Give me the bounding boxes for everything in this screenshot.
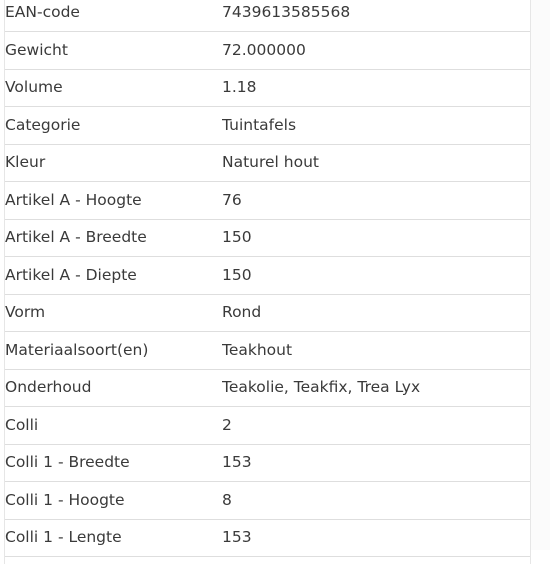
spec-label: Colli 1 - Lengte bbox=[5, 528, 122, 546]
spec-value: 1.18 bbox=[222, 78, 257, 96]
page-margin bbox=[531, 0, 550, 550]
spec-value: 72.000000 bbox=[222, 40, 306, 59]
table-row bbox=[5, 369, 530, 407]
spec-label: Colli 1 - Breedte bbox=[5, 453, 130, 471]
spec-value: 8 bbox=[222, 490, 232, 509]
spec-value: Naturel hout bbox=[222, 153, 320, 171]
table-row bbox=[5, 69, 530, 107]
spec-label: Materiaalsoort(en) bbox=[5, 340, 149, 359]
table-row bbox=[5, 32, 530, 70]
spec-label: Vorm bbox=[5, 303, 46, 321]
spec-label: EAN-code bbox=[5, 2, 80, 21]
spec-label: Artikel A - Breedte bbox=[5, 228, 147, 246]
spec-label: Categorie bbox=[5, 115, 81, 134]
product-specifications-panel bbox=[4, 0, 531, 564]
table-row bbox=[5, 144, 530, 182]
spec-label: Artikel A - Diepte bbox=[5, 265, 137, 284]
spec-value: 153 bbox=[222, 528, 252, 546]
spec-value: 7439613585568 bbox=[222, 2, 351, 21]
table-row bbox=[5, 407, 530, 445]
spec-label: Volume bbox=[5, 78, 63, 96]
spec-value: Teakolie, Teakfix, Trea Lyx bbox=[222, 378, 421, 396]
spec-label: Onderhoud bbox=[5, 378, 92, 396]
table-row bbox=[5, 0, 530, 32]
spec-value: 150 bbox=[222, 265, 252, 284]
table-row bbox=[5, 257, 530, 295]
spec-value: 153 bbox=[222, 453, 252, 471]
table-row bbox=[5, 444, 530, 482]
spec-label: Colli bbox=[5, 415, 39, 434]
table-row bbox=[5, 182, 530, 220]
spec-label: Gewicht bbox=[5, 40, 68, 59]
spec-value: Tuintafels bbox=[222, 115, 297, 134]
table-row bbox=[5, 482, 530, 520]
spec-label: Kleur bbox=[5, 153, 46, 171]
specifications-table bbox=[5, 0, 530, 557]
spec-value: Rond bbox=[222, 303, 262, 321]
table-row bbox=[5, 107, 530, 145]
spec-value: Teakhout bbox=[222, 340, 293, 359]
table-row bbox=[5, 519, 530, 557]
spec-value: 150 bbox=[222, 228, 252, 246]
table-row bbox=[5, 294, 530, 332]
spec-value: 2 bbox=[222, 415, 232, 434]
spec-value: 76 bbox=[222, 190, 242, 209]
table-row bbox=[5, 219, 530, 257]
spec-label: Colli 1 - Hoogte bbox=[5, 490, 125, 509]
table-row bbox=[5, 332, 530, 370]
spec-label: Artikel A - Hoogte bbox=[5, 190, 142, 209]
